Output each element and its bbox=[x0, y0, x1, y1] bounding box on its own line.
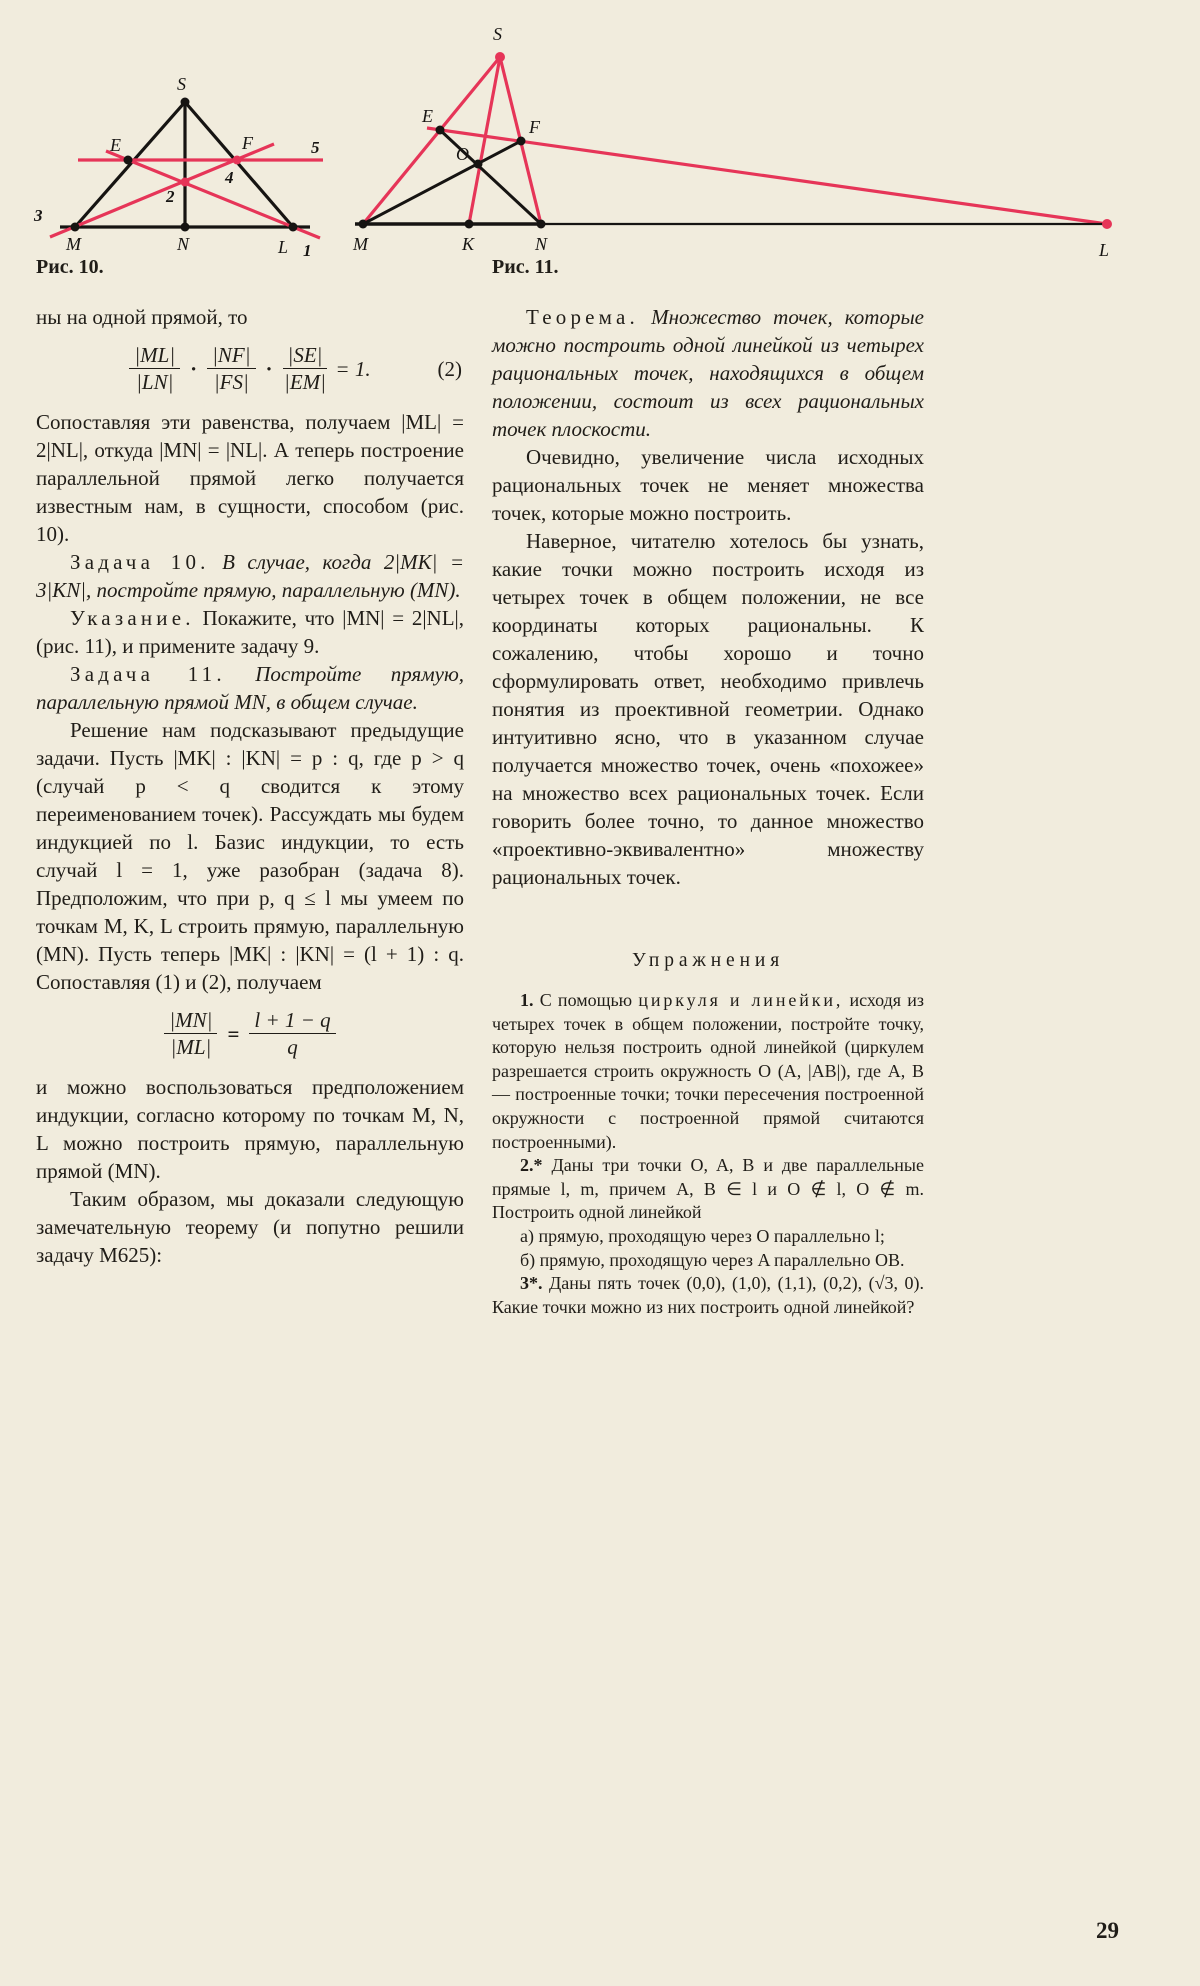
fig10-label-l: L bbox=[278, 237, 289, 257]
exercise-3-number: 3*. bbox=[520, 1273, 543, 1294]
theorem bbox=[492, 303, 924, 443]
fig10-number-1: 1 bbox=[303, 241, 312, 260]
fig11-label-l: L bbox=[1099, 240, 1110, 260]
fig10-number-5: 5 bbox=[311, 138, 320, 157]
fig10-point-s bbox=[181, 98, 190, 107]
fig10-label-e: E bbox=[110, 135, 121, 155]
fig11-point-n bbox=[537, 220, 546, 229]
page-number: 29 bbox=[1096, 1918, 1119, 1943]
fig11-point-s bbox=[495, 52, 505, 62]
fig10-side-sl bbox=[185, 102, 293, 227]
figure-11-diagram bbox=[345, 12, 1155, 262]
exercise-1 bbox=[492, 989, 924, 1154]
exercises-heading: Упражнения bbox=[631, 950, 785, 971]
paragraph-continuation: ны на одной прямой, то bbox=[36, 305, 248, 329]
denominator: |FS| bbox=[213, 370, 249, 394]
exercise-1-number: 1. bbox=[520, 990, 534, 1010]
paragraph: Очевидно, увеличение числа исходных рациональных точек не меняет множества точек, которые можно построить. bbox=[492, 445, 924, 525]
fig11-point-m bbox=[359, 220, 368, 229]
multiplication-dot: · bbox=[265, 356, 273, 381]
denominator: q bbox=[287, 1035, 298, 1059]
fraction-se-em bbox=[283, 343, 328, 394]
fig10-label-f: F bbox=[242, 133, 253, 153]
fig11-red-sm bbox=[363, 57, 500, 224]
paragraph: Наверное, читателю хотелось бы узнать, какие точки можно построить исходя из четырех точек в общем положении, не все координаты которых рациональны. К сожалению, чтобы хорошо и точно сформулировать ответ, необходимо привлечь понятия из проективной геометрии. Однако интуитивно ясно, что в указанном случае получается множество точек, очень «похожее» на множество всех рациональных точек. Если говорить более точно, то данное множество «проективно-эквивалентно» множеству рациональных точек. bbox=[492, 529, 924, 889]
numerator: |ML| bbox=[129, 343, 180, 369]
fig11-label-n: N bbox=[535, 234, 548, 254]
fraction-mn-ml bbox=[164, 1008, 217, 1059]
fig10-point-e bbox=[124, 156, 133, 165]
hint bbox=[36, 604, 464, 660]
left-column bbox=[36, 303, 464, 1269]
paragraph-solution: Решение нам подсказывают предыдущие задачи. Пусть |MK| : |KN| = p : q, где p > q (случай p < q сводится к этому переименованием точек). Рассуждать мы будем индукцией по l. Базис индукции, то есть случай l = 1, уже разобран (задача 8). Предположим, что при p, q ≤ l мы умеем по точкам M, K, L строить прямую, параллельную (MN). Пусть теперь |MK| : |KN| = (l + 1) : q. Сопоставляя (1) и (2), получаем bbox=[36, 718, 464, 994]
exercises-block bbox=[492, 989, 924, 1319]
fraction-l1q-q bbox=[249, 1008, 335, 1059]
right-column bbox=[492, 303, 924, 1319]
fig10-point-n bbox=[181, 223, 190, 232]
fig11-label-s: S bbox=[493, 24, 502, 44]
fig10-label-m: M bbox=[66, 234, 81, 254]
fig10-number-3: 3 bbox=[34, 206, 43, 225]
theorem-label: Теорема. bbox=[526, 305, 639, 329]
fig10-point-m bbox=[71, 223, 80, 232]
numerator: l + 1 − q bbox=[249, 1008, 335, 1034]
fig10-label-n: N bbox=[177, 234, 190, 254]
fig11-red-sk bbox=[469, 57, 500, 224]
figure-11-caption: Рис. 11. bbox=[492, 256, 559, 278]
exercise-2-number: 2.* bbox=[520, 1155, 543, 1176]
exercise-2b: б) прямую, проходящую через A параллельно OB. bbox=[520, 1249, 905, 1270]
fig10-label-s: S bbox=[177, 74, 186, 94]
equals-one: = 1. bbox=[335, 356, 371, 381]
fig11-label-f: F bbox=[529, 117, 540, 137]
equation-mn-ml bbox=[36, 1008, 464, 1059]
hint-label: Указание. bbox=[70, 606, 195, 630]
fraction-ml-ln bbox=[129, 343, 180, 394]
denominator: |LN| bbox=[136, 370, 174, 394]
hint-text: Покажите, что |MN| = 2|NL|, (рис. 11), и примените задачу 9. bbox=[36, 606, 464, 658]
equation-2 bbox=[36, 343, 464, 394]
task-10 bbox=[36, 548, 464, 604]
paragraph: Таким образом, мы доказали следующую замечательную теорему (и попутно решили задачу М625): bbox=[36, 1187, 464, 1267]
exercise-2 bbox=[492, 1154, 924, 1225]
equation-number: (2) bbox=[437, 356, 462, 381]
fig11-point-k bbox=[465, 220, 474, 229]
task-11-text: Постройте прямую, параллельную прямой MN, в общем случае. bbox=[36, 662, 465, 714]
task-11 bbox=[36, 660, 464, 716]
exercise-2a: а) прямую, проходящую через O параллельно l; bbox=[520, 1225, 885, 1246]
denominator: |EM| bbox=[284, 370, 326, 394]
task-11-label: Задача 11. bbox=[70, 662, 226, 686]
fig10-point-l bbox=[289, 223, 298, 232]
fig11-point-o bbox=[474, 160, 483, 169]
numerator: |NF| bbox=[207, 343, 255, 369]
theorem-text: Множество точек, которые можно построить одной линейкой из четырех рациональных точек, находящихся в общем положении, состоит из всех рациональных точек плоскости. bbox=[492, 305, 925, 441]
fig10-number-2: 2 bbox=[166, 187, 175, 206]
exercise-3-text: Даны пять точек (0,0), (1,0), (1,1), (0,2), (√3, 0). Какие точки можно из них построить одной линейкой? bbox=[492, 1273, 924, 1317]
numerator: |MN| bbox=[164, 1008, 217, 1034]
paragraph: и можно воспользоваться предположением индукции, согласно которому по точкам M, N, L можно построить прямую, параллельную прямой (MN). bbox=[36, 1075, 464, 1183]
task-10-text: В случае, когда 2|MK| = 3|KN|, постройте прямую, параллельную (MN). bbox=[36, 550, 465, 602]
fig10-red-line-1 bbox=[106, 151, 320, 238]
exercise-1-pre: С помощью bbox=[539, 990, 633, 1010]
exercise-3 bbox=[492, 1272, 924, 1319]
fig11-label-e: E bbox=[422, 106, 433, 126]
fig11-label-o: O bbox=[456, 144, 469, 164]
fig11-label-m: M bbox=[353, 234, 368, 254]
fig11-point-f bbox=[517, 137, 526, 146]
fig11-point-e bbox=[436, 126, 445, 135]
figure-10-caption: Рис. 10. bbox=[36, 256, 104, 278]
task-10-label: Задача 10. bbox=[70, 550, 210, 574]
fig10-side-ms bbox=[75, 102, 185, 227]
multiplication-dot: · bbox=[190, 356, 198, 381]
fraction-nf-fs bbox=[207, 343, 255, 394]
denominator: |ML| bbox=[170, 1035, 212, 1059]
numerator: |SE| bbox=[283, 343, 328, 369]
exercise-1-text: исходя из четырех точек в общем положении, постройте точку, которую нельзя построить одной линейкой (циркулем разрешается строить окружность O (A, |AB|), где A, B — построенные точки; точки пересечения построенной окружности с построенной прямой считаются построенными). bbox=[492, 990, 925, 1152]
figure-10-diagram bbox=[20, 50, 360, 280]
fig10-number-4: 4 bbox=[225, 168, 234, 187]
fig10-point-f bbox=[233, 156, 242, 165]
fig11-label-k: K bbox=[462, 234, 475, 254]
fig10-point-2 bbox=[181, 178, 190, 187]
equals-sign: = bbox=[227, 1021, 240, 1046]
exercise-1-spaced: циркуля и линейки, bbox=[638, 990, 844, 1010]
exercise-2-text: Даны три точки O, A, B и две параллельные прямые l, m, причем A, B ∈ l и O ∉ l, O ∉ m. Построить одной линейкой bbox=[492, 1155, 925, 1223]
paragraph: Сопоставляя эти равенства, получаем |ML| = 2|NL|, откуда |MN| = |NL|. А теперь построение параллельной прямой легко получается известным нам, в сущности, способом (рис. 10). bbox=[36, 410, 464, 546]
fig11-point-l bbox=[1102, 219, 1112, 229]
